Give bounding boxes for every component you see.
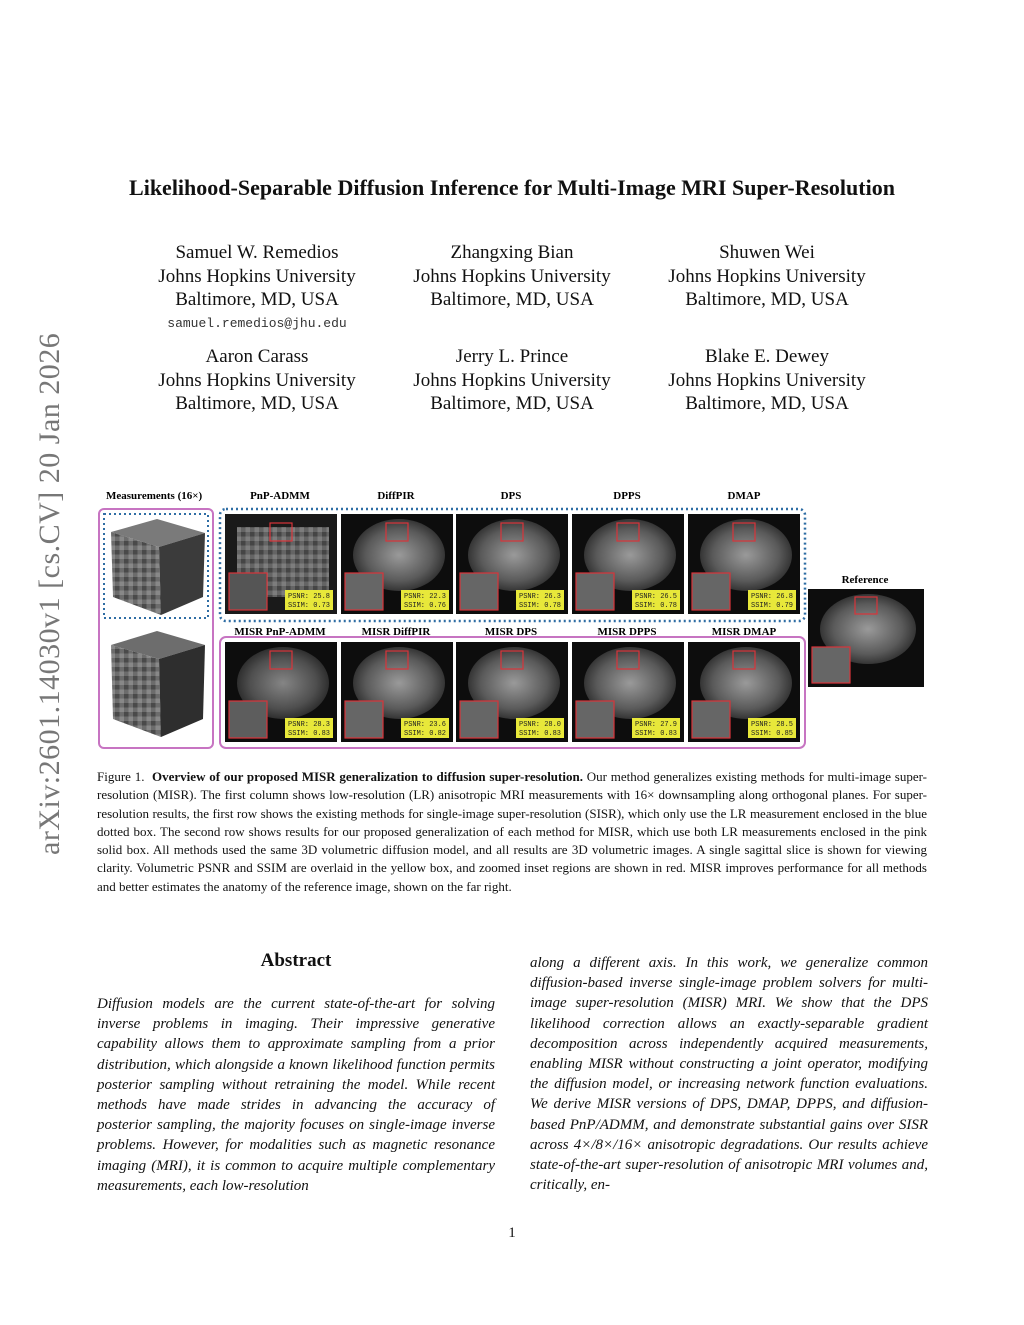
ssim-value: SSIM: 0.83 (519, 730, 562, 738)
ssim-value: SSIM: 0.79 (751, 602, 794, 610)
author-block (382, 241, 642, 312)
method-label: DiffPIR (377, 490, 415, 502)
abstract-heading: Abstract (260, 950, 332, 971)
result-panel (688, 626, 800, 742)
author-location: Baltimore, MD, USA (430, 289, 594, 310)
psnr-value: PSNR: 22.3 (404, 593, 447, 601)
ssim-value: SSIM: 0.85 (751, 730, 794, 738)
ssim-value: SSIM: 0.73 (288, 602, 331, 610)
psnr-value: PSNR: 28.5 (751, 721, 794, 729)
author-name: Zhangxing Bian (450, 242, 574, 263)
method-label: DPPS (613, 490, 641, 502)
result-panel (456, 626, 568, 742)
author-block (382, 345, 642, 416)
ssim-value: SSIM: 0.78 (519, 602, 562, 610)
psnr-value: PSNR: 27.9 (635, 721, 678, 729)
author-name: Samuel W. Remedios (175, 242, 339, 263)
measurement-cube-icon (111, 631, 205, 737)
ssim-value: SSIM: 0.82 (404, 730, 447, 738)
author-affiliation: Johns Hopkins University (413, 265, 611, 287)
author-email[interactable]: samuel.remedios@jhu.edu (167, 315, 347, 331)
author-block (127, 241, 387, 335)
result-panel (341, 626, 453, 742)
page-number: 1 (508, 1225, 516, 1241)
psnr-value: PSNR: 26.3 (519, 593, 562, 601)
author-block (637, 241, 897, 312)
figure-caption (97, 768, 927, 896)
result-panel (572, 626, 684, 742)
method-label: DMAP (727, 490, 761, 502)
psnr-value: PSNR: 25.8 (288, 593, 331, 601)
ssim-value: SSIM: 0.76 (404, 602, 447, 610)
author-affiliation: Johns Hopkins University (158, 265, 356, 287)
measurements-label: Measurements (16×) (106, 490, 203, 502)
measurement-cube-icon (111, 519, 205, 615)
abstract-left-column: Diffusion models are the current state-of-the-art for solving inverse problems in imaging. Their impressive generative capability allows them to approximate sampling from a prior distribution, which alongside a known likelihood function permits posterior sampling without retraining the model. While recent methods have made strides in advancing the accuracy of posterior sampling, the majority focuses on single-image inverse problems. However, for modalities such as magnetic resonance imaging (MRI), it is common to acquire multiple complementary measurements, each low-resolution (97, 996, 495, 1194)
method-label: MISR DPS (484, 626, 538, 638)
author-name: Shuwen Wei (719, 242, 815, 263)
reference-label: Reference (841, 574, 889, 586)
author-block (127, 345, 387, 416)
result-panel (688, 490, 800, 614)
author-location: Baltimore, MD, USA (685, 393, 849, 414)
author-location: Baltimore, MD, USA (175, 289, 339, 310)
psnr-value: PSNR: 28.0 (519, 721, 562, 729)
author-block (637, 345, 897, 416)
author-name: Aaron Carass (205, 346, 309, 367)
author-location: Baltimore, MD, USA (175, 393, 339, 414)
caption-bold: Overview of our proposed MISR generalization to diffusion super-resolution. (152, 769, 583, 784)
author-affiliation: Johns Hopkins University (668, 265, 866, 287)
method-label: PnP-ADMM (250, 490, 310, 502)
author-location: Baltimore, MD, USA (430, 393, 594, 414)
ssim-value: SSIM: 0.78 (635, 602, 678, 610)
method-label: MISR DMAP (711, 626, 777, 638)
method-label: MISR PnP-ADMM (234, 626, 326, 638)
psnr-value: PSNR: 28.3 (288, 721, 331, 729)
ssim-value: SSIM: 0.83 (635, 730, 678, 738)
caption-text: Our method generalizes existing methods for multi-image super-resolution (MISR). The first column shows low-resolution (LR) anisotropic MRI measurements with 16× downsampling along orthogonal planes. For super-resolution results, the first row shows the existing methods for single-image super-resolution (SISR), which only use the LR measurement enclosed in the blue dotted box. The second row shows results for our proposed generalization of each method for MISR, which use both LR measurements enclosed in the pink solid box. All methods used the same 3D volumetric diffusion model, and all results are 3D volumetric images. A single sagittal slice is shown for viewing clarity. Volumetric PSNR and SSIM are overlaid in the yellow box, and zoomed inset regions are shown in red. MISR improves performance for all methods and better estimates the anatomy of the reference image, shown on the far right. (97, 769, 927, 894)
result-panel (225, 626, 337, 742)
ssim-value: SSIM: 0.83 (288, 730, 331, 738)
method-label: MISR DiffPIR (361, 626, 431, 638)
method-label: DPS (500, 490, 522, 502)
figure-1 (97, 487, 927, 755)
author-affiliation: Johns Hopkins University (158, 369, 356, 391)
author-name: Jerry L. Prince (455, 346, 569, 367)
author-affiliation: Johns Hopkins University (668, 369, 866, 391)
author-name: Blake E. Dewey (705, 346, 829, 367)
paper-title: Likelihood-Separable Diffusion Inference for Multi-Image MRI Super-Resolution (129, 175, 895, 200)
author-affiliation: Johns Hopkins University (413, 369, 611, 391)
abstract-right-column: along a different axis. In this work, we generalize common diffusion-based inverse single-image problem solvers for multi-image super-resolution (MISR) MRI. We show that the DPS likelihood correction allows an exactly-separable gradient decomposition across independently acquired measurements, enabling MISR without constructing a joint operator, modifying the diffusion model, or increasing network function evaluations. We derive MISR versions of DPS, DMAP, DPPS, and diffusion-based PnP/ADMM, and demonstrate substantial gains over SISR across 4×/8×/16× anisotropic degradations. Our results achieve state-of-the-art super-resolution of anisotropic MRI volumes and, critically, en- (530, 955, 928, 1194)
psnr-value: PSNR: 23.6 (404, 721, 447, 729)
method-label: MISR DPPS (597, 626, 657, 638)
caption-label: Figure 1. (97, 769, 145, 784)
reference-panel (808, 574, 924, 687)
author-location: Baltimore, MD, USA (685, 289, 849, 310)
arxiv-identifier: arXiv:2601.14030v1 [cs.CV] 20 Jan 2026 (33, 332, 66, 855)
psnr-value: PSNR: 26.5 (635, 593, 678, 601)
psnr-value: PSNR: 26.8 (751, 593, 794, 601)
